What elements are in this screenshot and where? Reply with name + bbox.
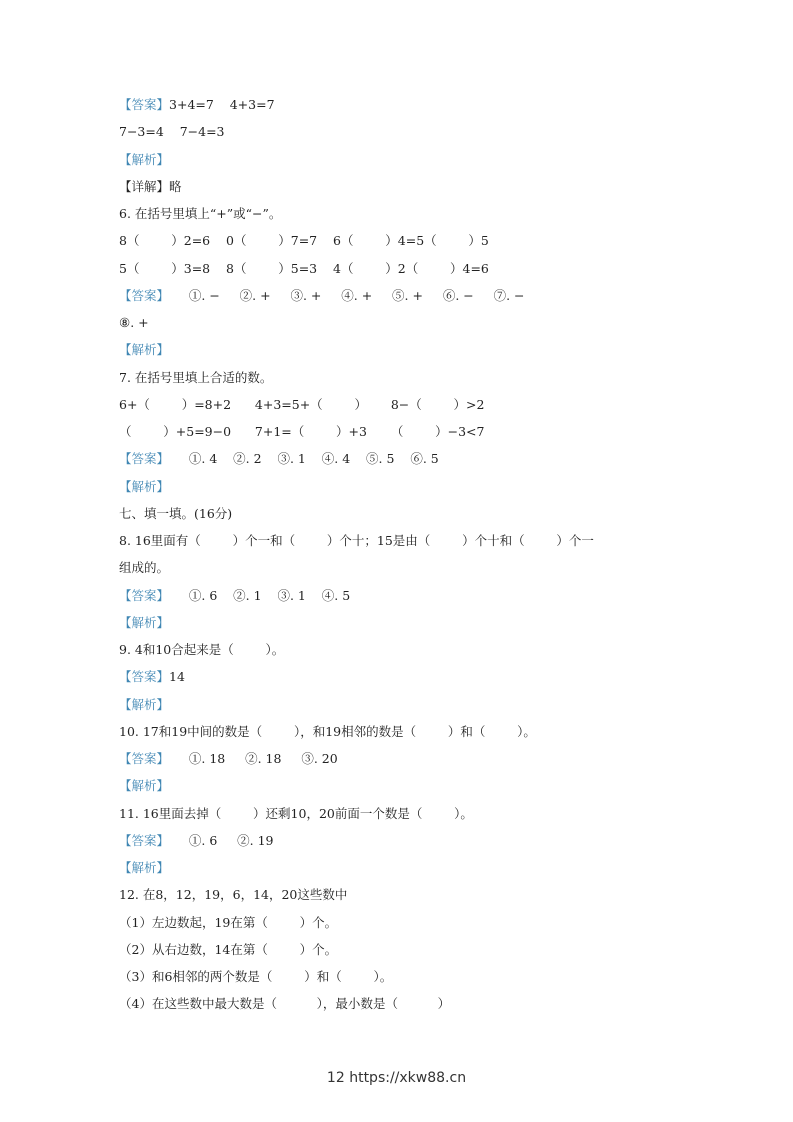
document-line	[119, 721, 689, 748]
line-text: 5（ ）3=8 8（ ）5=3 4（ ）2（ ）4=6	[119, 260, 489, 276]
document-line	[119, 748, 689, 775]
line-text: 11. 16里面去掉（ ）还剩10，20前面一个数是（ ）。	[119, 805, 473, 821]
line-text: 9. 4和10合起来是（ ）。	[119, 642, 285, 657]
document-line	[119, 666, 689, 693]
document-line	[119, 884, 689, 911]
document-line	[119, 639, 689, 666]
document-line	[119, 339, 689, 366]
document-line	[119, 775, 689, 802]
document-line	[119, 121, 689, 148]
line-text: 七、填一填。(16分)	[119, 505, 233, 521]
document-line	[119, 367, 689, 394]
analysis-label: 【解析】	[119, 614, 170, 630]
document-line	[119, 912, 689, 939]
document-line	[119, 993, 689, 1020]
document-line	[119, 203, 689, 230]
line-text: 7−3=4 7−4=3	[119, 124, 225, 140]
answer-label: 【答案】	[119, 97, 170, 112]
footer-url: https://xkw88.cn	[349, 1070, 467, 1086]
document-line	[119, 585, 689, 612]
line-text: （3）和6相邻的两个数是（ ）和（ ）。	[119, 969, 393, 984]
document-line	[119, 394, 689, 421]
document-body	[119, 94, 689, 1021]
document-line	[119, 966, 689, 993]
document-line	[119, 830, 689, 857]
document-line	[119, 803, 689, 830]
line-text: ①. 6 ②. 19	[169, 832, 274, 848]
line-text: ①. 18 ②. 18 ③. 20	[169, 751, 338, 766]
analysis-label: 【解析】	[119, 778, 170, 794]
analysis-label: 【解析】	[119, 860, 170, 875]
answer-label: 【答案】	[119, 669, 170, 685]
line-text: 14	[169, 669, 185, 685]
document-line	[119, 176, 689, 203]
document-line	[119, 857, 689, 884]
line-text: （4）在这些数中最大数是（ ），最小数是（ ）	[119, 996, 451, 1012]
document-line	[119, 94, 689, 121]
line-text: 8. 16里面有（ ）个一和（ ）个十；15是由（ ）个十和（ ）个一	[119, 533, 594, 548]
page-footer	[0, 1070, 793, 1086]
document-line	[119, 557, 689, 584]
page-number: 12	[326, 1070, 345, 1086]
line-text: （2）从右边数，14在第（ ）个。	[119, 941, 338, 957]
answer-label: 【答案】	[119, 451, 170, 467]
document-line	[119, 312, 689, 339]
line-text: 3+4=7 4+3=7	[169, 97, 275, 112]
line-text: 7. 在括号里填上合适的数。	[119, 369, 273, 385]
line-text: ①. 6 ②. 1 ③. 1 ④. 5	[169, 587, 351, 603]
answer-label: 【答案】	[119, 587, 170, 603]
document-line	[119, 694, 689, 721]
analysis-label: 【解析】	[119, 478, 170, 494]
line-text: ⑧. +	[119, 315, 149, 330]
line-text: 12. 在8，12，19，6，14，20这些数中	[119, 887, 348, 903]
line-text: 组成的。	[119, 560, 170, 576]
document-line	[119, 503, 689, 530]
line-text: 略	[169, 178, 182, 194]
analysis-label: 【解析】	[119, 342, 170, 358]
document-line	[119, 285, 689, 312]
line-text: ①. − ②. + ③. + ④. + ⑤. + ⑥. − ⑦. −	[169, 287, 525, 303]
document-line	[119, 258, 689, 285]
line-text: 10. 17和19中间的数是（ ），和19相邻的数是（ ）和（ ）。	[119, 723, 536, 739]
document-line	[119, 149, 689, 176]
answer-label: 【答案】	[119, 751, 170, 766]
document-line	[119, 476, 689, 503]
line-text: 6+（ ）=8+2 4+3=5+（ ） 8−（ ）>2	[119, 396, 485, 412]
answer-label: 【答案】	[119, 832, 170, 848]
document-line	[119, 939, 689, 966]
line-text: （ ）+5=9−0 7+1=（ ）+3 （ ）−3<7	[119, 424, 485, 439]
line-text: （1）左边数起，19在第（ ）个。	[119, 914, 338, 930]
detail-label: 【详解】	[119, 178, 170, 194]
document-line	[119, 421, 689, 448]
document-line	[119, 530, 689, 557]
document-line	[119, 448, 689, 475]
line-text: 8（ ）2=6 0（ ）7=7 6（ ）4=5（ ）5	[119, 233, 489, 249]
line-text: ①. 4 ②. 2 ③. 1 ④. 4 ⑤. 5 ⑥. 5	[169, 451, 439, 467]
analysis-label: 【解析】	[119, 696, 170, 712]
document-line	[119, 612, 689, 639]
analysis-label: 【解析】	[119, 151, 170, 167]
answer-label: 【答案】	[119, 287, 170, 303]
document-line	[119, 230, 689, 257]
line-text: 6. 在括号里填上“+”或“−”。	[119, 206, 282, 221]
